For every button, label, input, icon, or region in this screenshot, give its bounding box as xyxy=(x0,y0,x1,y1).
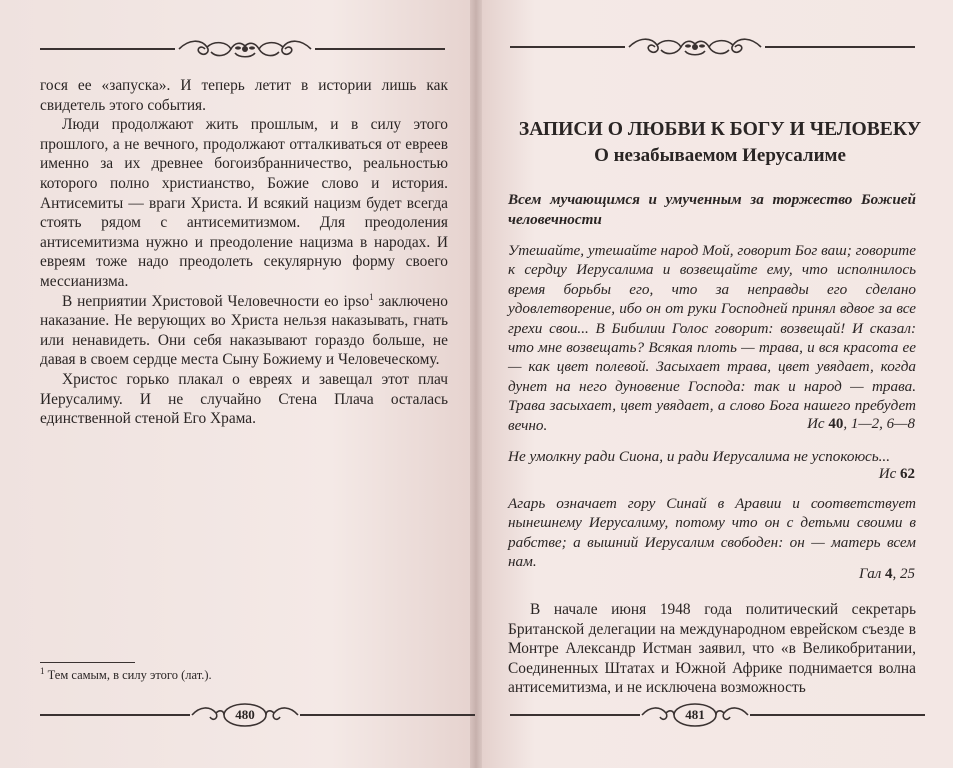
scripture-reference xyxy=(700,566,915,583)
left-header-ornament xyxy=(40,36,445,62)
reference-verses: , 1—2, 6—8 xyxy=(843,416,915,432)
ornament-rule xyxy=(510,714,640,716)
scripture-reference xyxy=(700,416,915,433)
paragraph: Люди продолжают жить прошлым, и в силу этого прошлого, а не вечного, продолжают отталкиваться от евреев именно за их древнее богоизбранничество, реальностью которого полно христианство, Божие слово и история. Антисемиты — враги Христа. И всякий нацизм будет всегда стоять рядом с антисемитизмом. Для преодоления антисемитизма нужно и преодоление нацизма в народах. И евреям тоже надо преодолеть секулярную форму своего мессианизма. xyxy=(40,116,448,290)
paragraph xyxy=(40,292,448,370)
reference-chapter: 40 xyxy=(828,416,844,432)
scripture-quote: Утешайте, утешайте народ Мой, говорит Бог ваш; говорите к сердцу Иерусалима и возвещайте ему, что исполнилось время борьбы его, что за неправды его сделано удовлетворение, ибо он от руки Господней принял вдвое за все грехи свои... В Бибилии Голос говорит: возвещай! И сказал: что мне возвещать? Всякая плоть — трава, и вся красота ее — как цвет полевой. Засыхает трава, цвет увядает, когда дунет на него дуновение Господа: так и народ — трава. Трава засыхает, цвет увядает, а слово Бога нашего пребудет вечно. xyxy=(508,242,916,434)
ornament-rule xyxy=(765,46,915,48)
right-page-body xyxy=(508,600,916,698)
footnote-number: 1 xyxy=(40,665,45,676)
reference-chapter: 62 xyxy=(900,466,915,482)
ornament-rule xyxy=(300,714,475,716)
paragraph: гося ее «запуска». И теперь летит в истории лишь как свидетель этого события. xyxy=(40,77,448,114)
ornament-rule xyxy=(40,48,175,50)
ornament-rule xyxy=(40,714,190,716)
paragraph-text: заключено наказание. Не верующих во Христа нельзя наказывать, гнать или ненавидеть. Они себя наказывают гораздо больше, не давая в своем сердце места Сыну Божиему и Человеческому. xyxy=(40,292,448,369)
ornament-rule xyxy=(315,48,445,50)
ornament-rule xyxy=(510,46,625,48)
reference-book: Гал xyxy=(859,566,885,582)
reference-chapter: 4 xyxy=(885,566,893,582)
ornament-rule xyxy=(750,714,925,716)
book-gutter xyxy=(470,0,482,768)
reference-verses: , 25 xyxy=(892,566,915,582)
scroll-ornament-icon xyxy=(175,36,315,62)
footnote-rule xyxy=(40,662,135,663)
paragraph: Христос горько плакал о евреях и завещал этот плач Иерусалиму. И не случайно Стена Плача осталась единственной стеной Его Храма. xyxy=(40,370,448,428)
right-header-ornament xyxy=(510,34,915,60)
scripture-reference xyxy=(700,466,915,483)
scripture-quote: Не умолкну ради Сиона, и ради Иерусалима не успокоюсь... xyxy=(508,448,891,465)
footnote-marker: 1 xyxy=(369,291,374,302)
footnote-text: Тем самым, в силу этого (лат.). xyxy=(44,668,212,682)
scroll-ornament-icon xyxy=(625,34,765,60)
reference-book: Ис xyxy=(878,466,900,482)
page-number: 481 xyxy=(685,707,705,722)
epigraph-dedication: Всем мучающимся и умученным за торжество Божией человечности xyxy=(508,191,916,228)
left-page-body xyxy=(40,76,448,429)
chapter-subheading: О незабываемом Иерусалиме xyxy=(594,145,846,166)
page-number: 480 xyxy=(235,707,255,722)
paragraph-text: В неприятии Христовой Человечности eo ipso xyxy=(62,292,370,310)
footnote xyxy=(40,667,440,683)
reference-book: Ис xyxy=(807,416,829,432)
paragraph: В начале июня 1948 года политический секретарь Британской делегации на международном еврейском съезде в Монтре Александр Истман заявил, что «в Великобритании, Соединенных Штатах и Южной Африке поднимается волна антисемитизма, и не исключена возможность xyxy=(508,601,916,697)
chapter-heading: ЗАПИСИ О ЛЮБВИ К БОГУ И ЧЕЛОВЕКУ xyxy=(518,119,922,140)
scripture-quote: Агарь означает гору Синай в Аравии и соответствует нынешнему Иерусалиму, потому что он с детьми своими в рабстве; а вышний Иерусалим свободен: он — матерь всем нам. xyxy=(508,495,916,571)
